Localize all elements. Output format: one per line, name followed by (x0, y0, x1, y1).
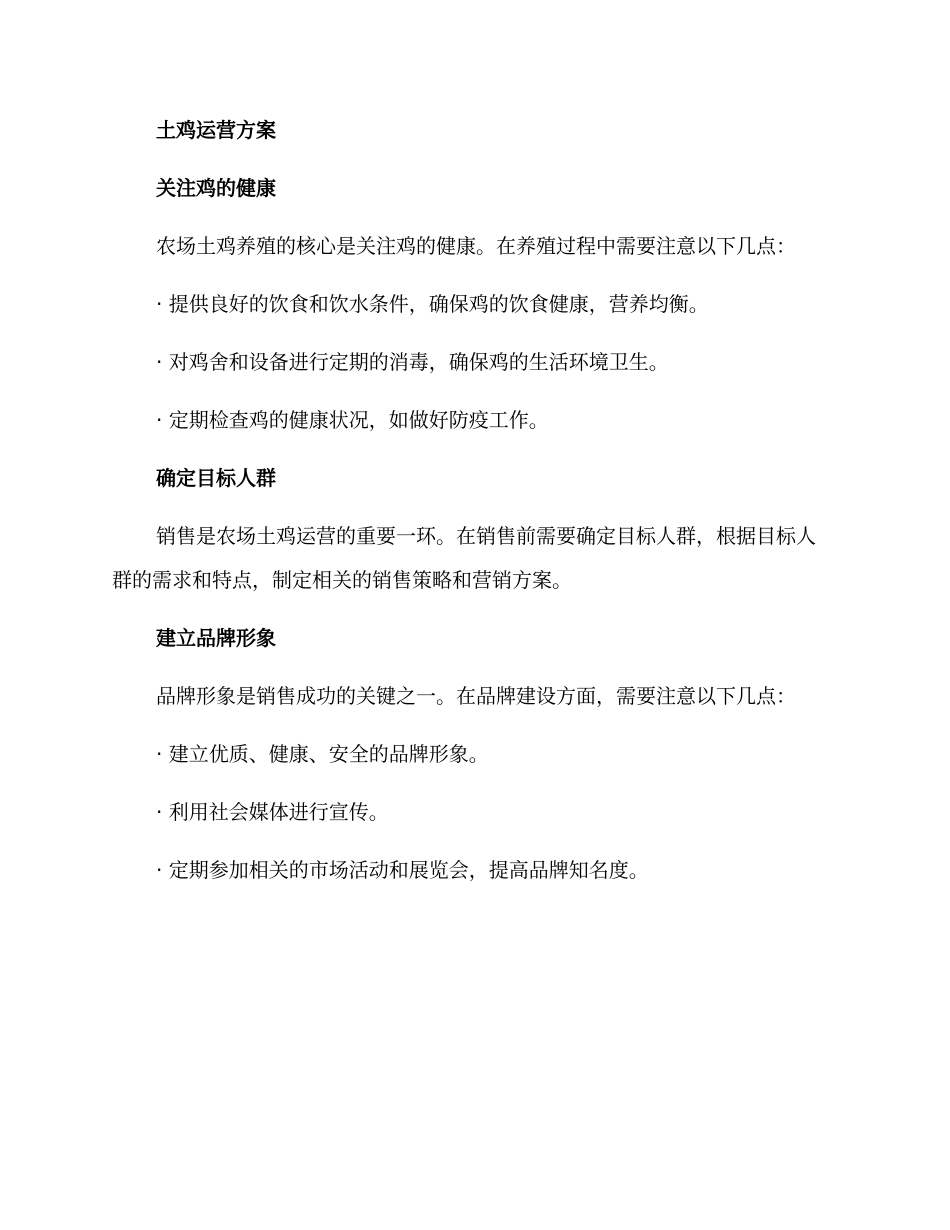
section-heading-health: 关注鸡的健康 (156, 176, 276, 200)
section-paragraph-target: 销售是农场土鸡运营的重要一环。在销售前需要确定目标人群，根据目标人群的需求和特点，制定相关的销售策略和营销方案。 (112, 524, 816, 592)
bullet-item: · 定期参加相关的市场活动和展览会，提高品牌知名度。 (156, 858, 649, 882)
section-paragraph-brand: 品牌形象是销售成功的关键之一。在品牌建设方面，需要注意以下几点： (156, 684, 796, 708)
bullet-item: · 定期检查鸡的健康状况，如做好防疫工作。 (156, 408, 549, 432)
bullet-item: · 提供良好的饮食和饮水条件，确保鸡的饮食健康，营养均衡。 (156, 292, 709, 316)
bullet-item: · 对鸡舍和设备进行定期的消毒，确保鸡的生活环境卫生。 (156, 350, 669, 374)
document-title: 土鸡运营方案 (156, 118, 276, 142)
section-heading-target: 确定目标人群 (156, 466, 276, 490)
section-paragraph-health: 农场土鸡养殖的核心是关注鸡的健康。在养殖过程中需要注意以下几点： (156, 234, 796, 258)
section-heading-brand: 建立品牌形象 (156, 626, 276, 650)
document-body (112, 108, 832, 906)
bullet-item: · 利用社会媒体进行宣传。 (156, 800, 389, 824)
bullet-item: · 建立优质、健康、安全的品牌形象。 (156, 742, 489, 766)
